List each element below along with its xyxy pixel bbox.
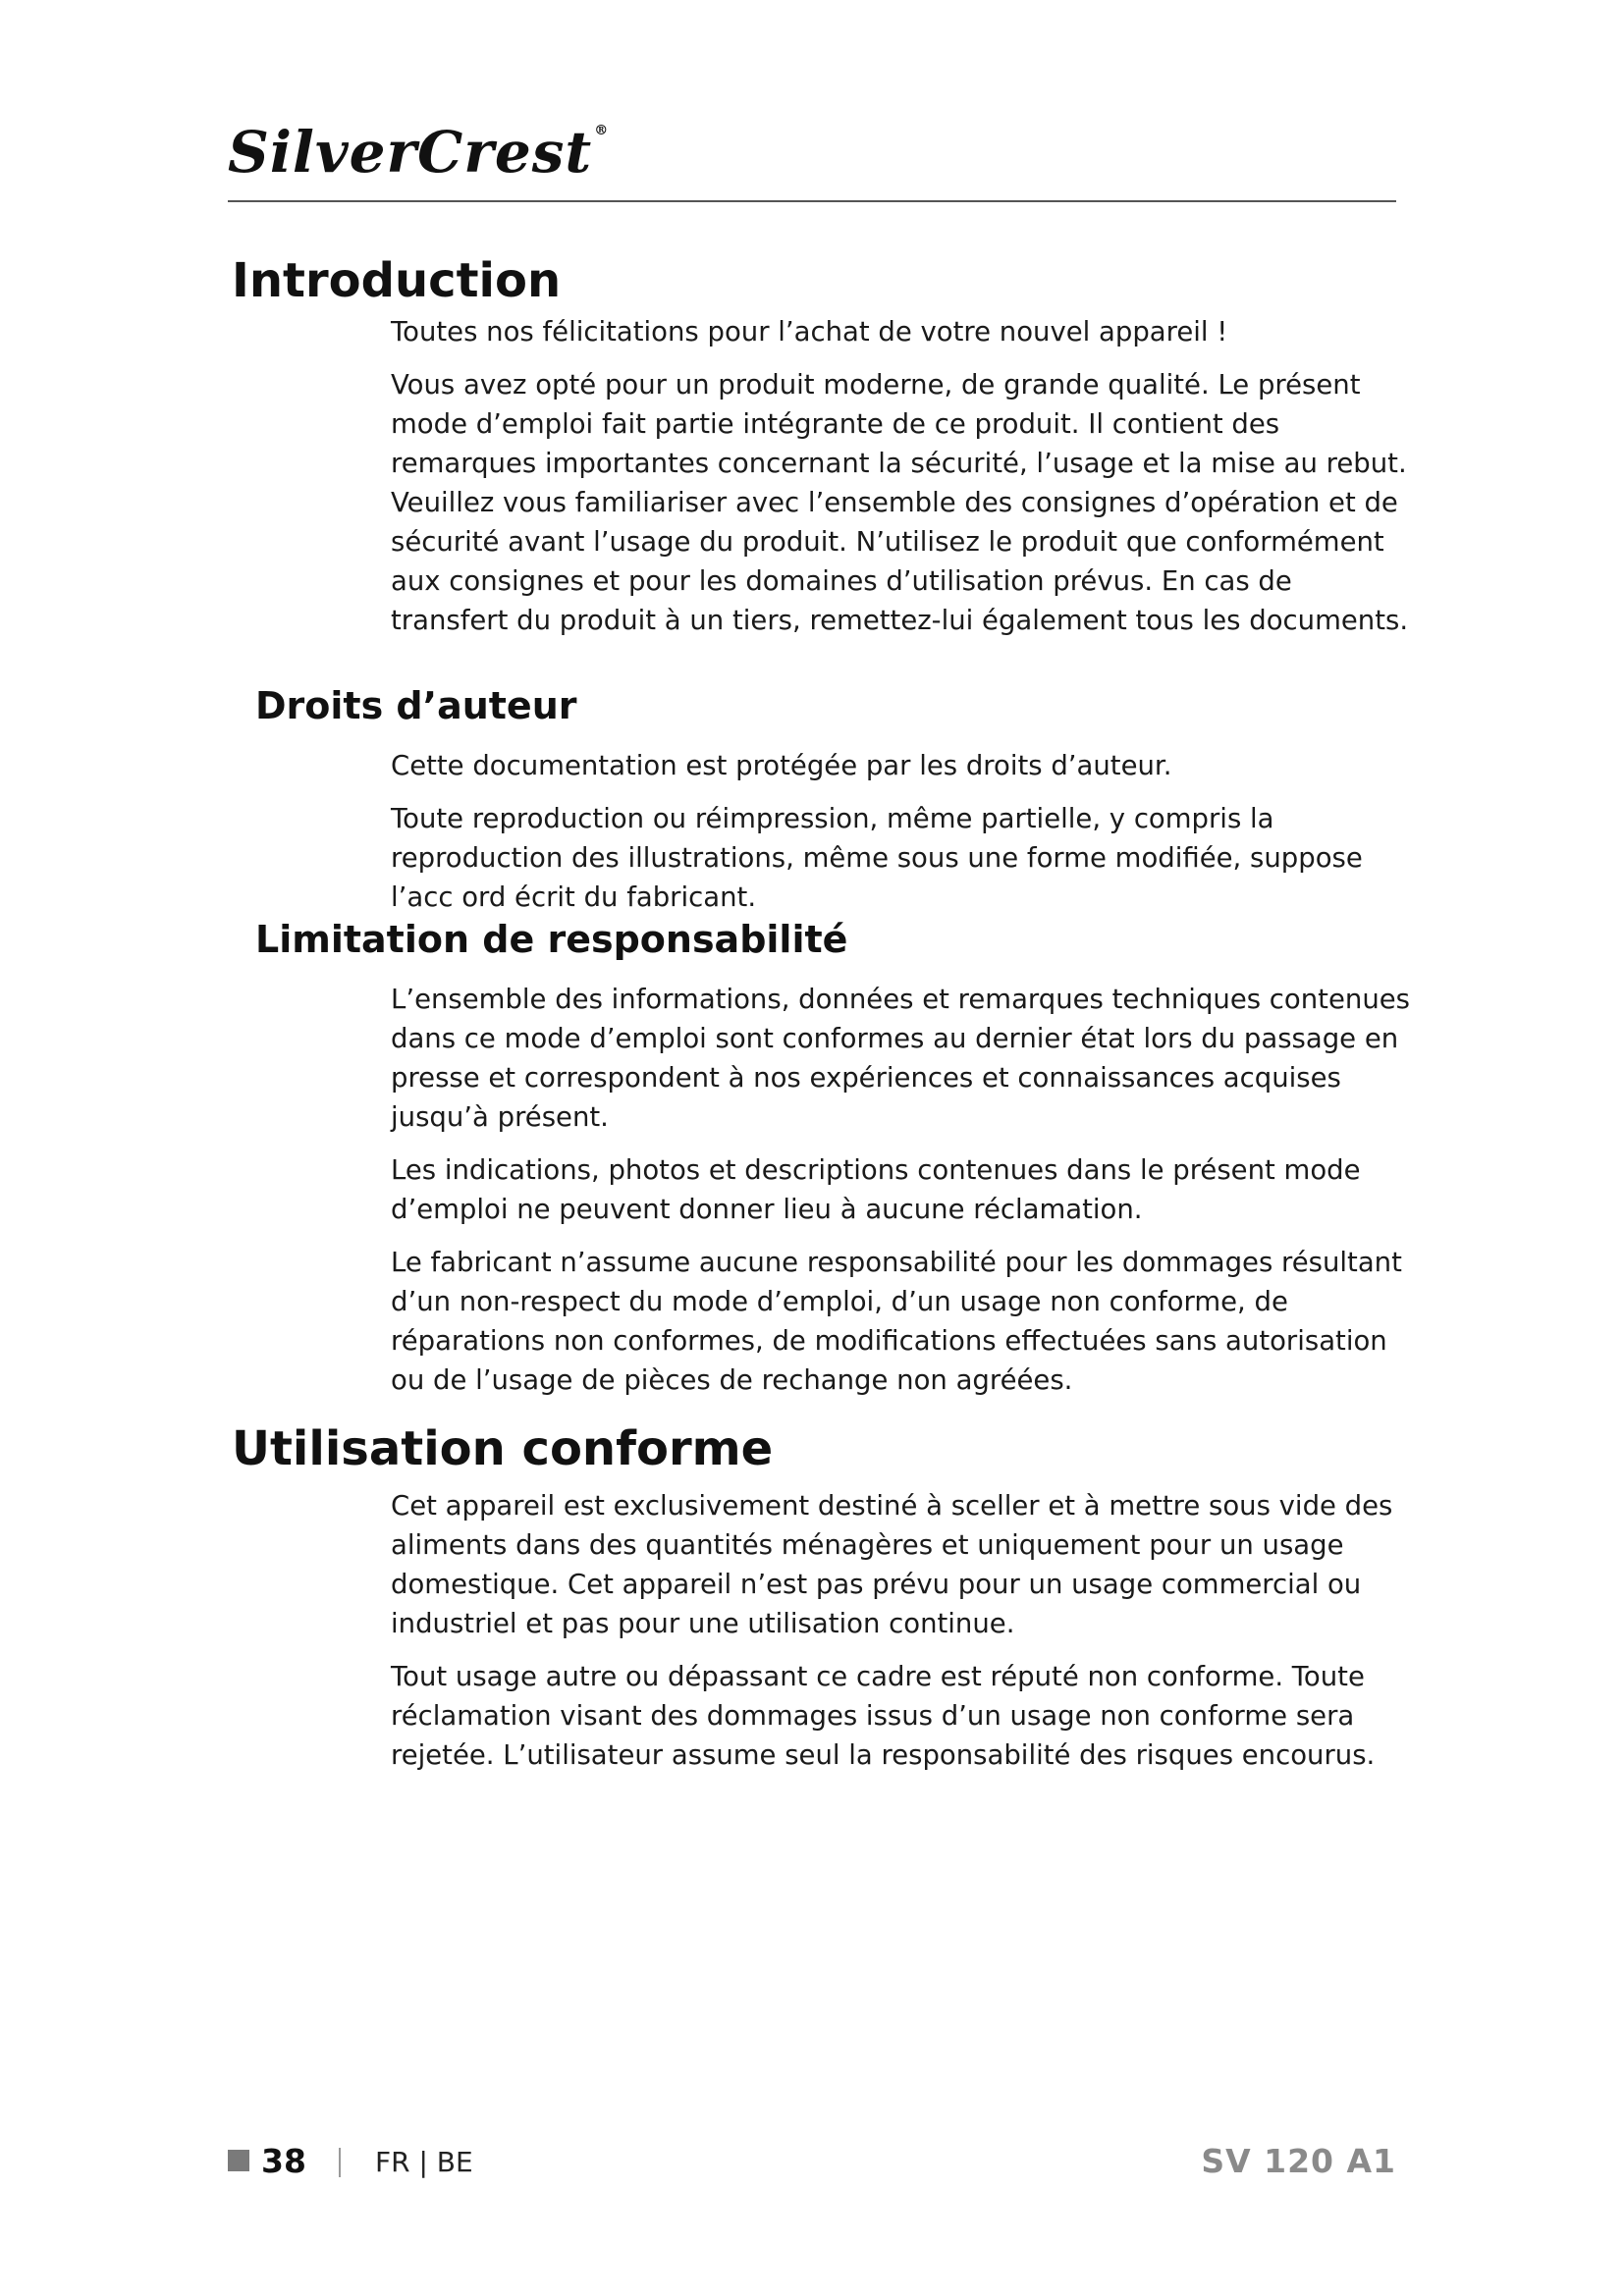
registered-mark: ® (594, 123, 610, 138)
section-title-droits: Droits d’auteur (255, 684, 577, 727)
paragraph: Vous avez opté pour un produit moderne, de grande qualité. Le présent mode d’emploi fait partie intégrante de ce produit. Il contient des remarques importantes concernant la sécurité, l’usage et la mise au rebut. Veuillez vous familiariser avec l’ensemble des consignes d’opération et de sécurité avant l’usage du produit. N’utilisez le produit que conformément aux consignes et pour les domaines d’utilisation prévus. En cas de transfert du produit à un tiers, remettez-lui également tous les documents. (391, 369, 1409, 636)
utilisation-body (391, 1486, 1412, 1789)
brand-name: SilverCrest (228, 119, 593, 186)
header-rule (228, 200, 1396, 202)
section-title-introduction: Introduction (232, 253, 562, 308)
section-title-utilisation: Utilisation conforme (232, 1421, 774, 1476)
model-number: SV 120 A1 (1201, 2142, 1396, 2180)
introduction-body (391, 312, 1412, 654)
paragraph: Tout usage autre ou dépassant ce cadre est réputé non conforme. Toute réclamation visant des dommages issus d’un usage non conforme sera rejetée. L’utilisateur assume seul la responsabilité des risques encourus. (391, 1661, 1376, 1771)
language-code: FR | BE (375, 2146, 473, 2178)
paragraph: Cet appareil est exclusivement destiné à sceller et à mettre sous vide des aliments dans des quantités ménagères et uniquement pour un usage domestique. Cet appareil n’est pas prévu pour un usage commercial ou industriel et pas pour une utilisation continue. (391, 1490, 1393, 1639)
paragraph: Le fabricant n’assume aucune responsabilité pour les dommages résultant d’un non-respect du mode d’emploi, d’un usage non conforme, de réparations non conformes, de modifications effectuées sans autorisation ou de l’usage de pièces de rechange non agréées. (391, 1247, 1402, 1396)
paragraph: L’ensemble des informations, données et remarques techniques contenues dans ce mode d’emploi sont conformes au dernier état lors du passage en presse et correspondent à nos expériences et connaissances acquises jusqu’à présent. (391, 984, 1410, 1133)
section-title-limitation: Limitation de responsabilité (255, 918, 848, 961)
page-marker-square (228, 2150, 249, 2171)
footer-divider (339, 2148, 341, 2177)
paragraph: Les indications, photos et descriptions contenues dans le présent mode d’emploi ne peuvent donner lieu à aucune réclamation. (391, 1154, 1361, 1225)
paragraph: Toutes nos félicitations pour l’achat de votre nouvel appareil ! (391, 316, 1228, 347)
brand-logo (228, 119, 610, 186)
limitation-body (391, 980, 1412, 1414)
droits-body (391, 746, 1412, 931)
paragraph: Toute reproduction ou réimpression, même partielle, y compris la reproduction des illustrations, même sous une forme modifiée, suppose l’acc ord écrit du fabricant. (391, 803, 1363, 913)
page-footer (228, 2138, 1396, 2185)
paragraph: Cette documentation est protégée par les droits d’auteur. (391, 750, 1172, 781)
page-number: 38 (261, 2142, 306, 2180)
